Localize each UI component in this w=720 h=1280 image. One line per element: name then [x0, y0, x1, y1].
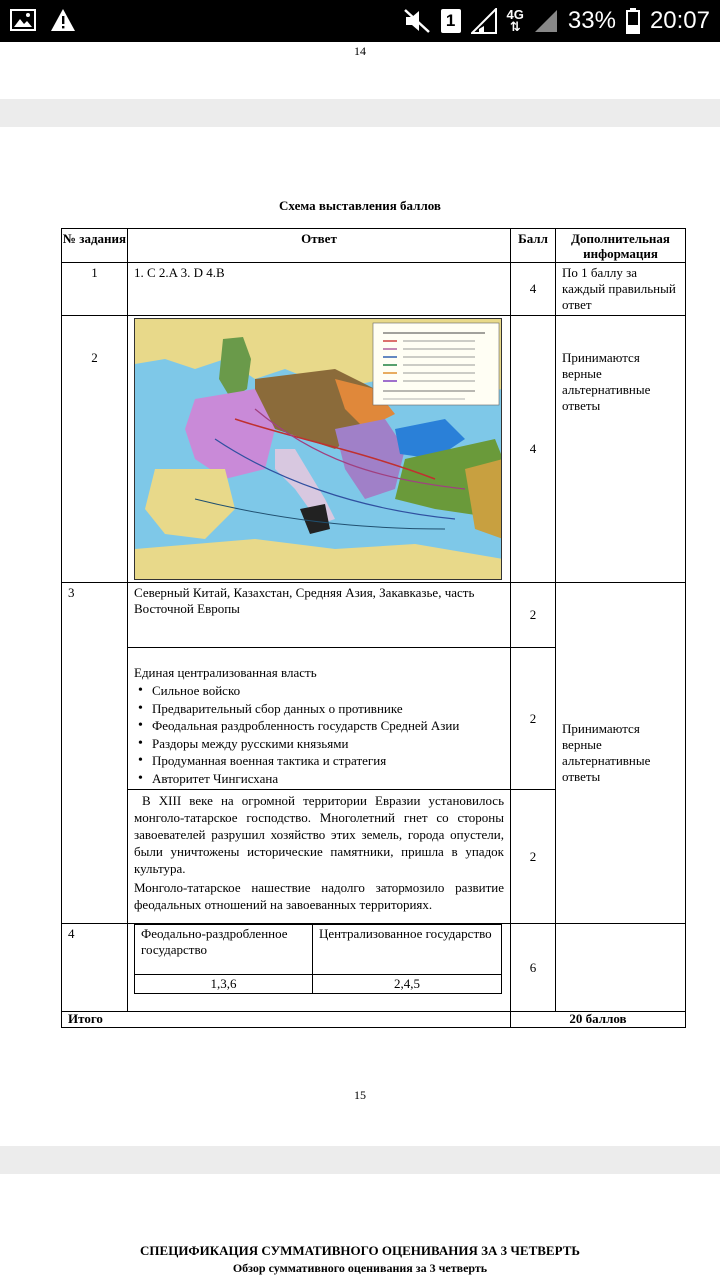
document-title: Схема выставления баллов	[279, 198, 441, 213]
answer-cell	[128, 648, 511, 790]
task-number: 1	[62, 263, 128, 316]
warning-icon	[50, 8, 76, 32]
answer-paragraph: В XIII веке на огромной территории Евразии установилось монголо-татарское господство. Многолетний гнет со стороны завоевателей разрушил хозяйство этих земель, города опустели, были уничтожены исторические памятники, пришла в упадок культура.	[134, 793, 504, 876]
table-row	[62, 924, 686, 1012]
total-value: 20 баллов	[511, 1012, 686, 1028]
page-separator	[0, 99, 720, 127]
column-heading: Централизованное государство	[313, 925, 502, 975]
network-label: 4G	[506, 7, 524, 22]
info-cell: Принимаются верные альтернативные ответы	[556, 316, 686, 583]
total-label: Итого	[62, 1012, 511, 1028]
column-heading: Феодально-раздробленное государство	[135, 925, 313, 975]
list-item: • Сильное войско	[136, 682, 504, 700]
header-answer: Ответ	[128, 229, 511, 263]
sim-badge: 1	[441, 9, 461, 33]
table-header	[62, 229, 686, 263]
info-cell: Принимаются верные альтернативные ответы	[556, 583, 686, 924]
clock: 20:07	[649, 7, 710, 34]
table-row	[62, 263, 686, 316]
reasons-list	[134, 682, 504, 787]
next-page-title: СПЕЦИФИКАЦИЯ СУММАТИВНОГО ОЦЕНИВАНИЯ ЗА 3 ЧЕТВЕРТЬ	[140, 1243, 580, 1258]
score-cell: 4	[511, 316, 556, 583]
score-cell: 2	[511, 790, 556, 924]
data-arrows-icon: ⇅	[509, 19, 521, 34]
status-bar	[0, 0, 720, 42]
score-cell: 2	[511, 583, 556, 648]
task-number: 2	[62, 316, 128, 583]
header-score: Балл	[511, 229, 556, 263]
answer-cell	[128, 316, 511, 583]
answer-heading: Единая централизованная власть	[134, 665, 317, 680]
task-number: 4	[62, 924, 128, 1012]
mute-icon	[403, 8, 431, 34]
gallery-icon	[10, 9, 36, 31]
signal-icon-2	[534, 9, 558, 33]
list-item: • Раздоры между русскими князьями	[136, 735, 504, 753]
page-separator	[0, 1146, 720, 1174]
score-cell: 6	[511, 924, 556, 1012]
info-cell: По 1 баллу за каждый правильный ответ	[556, 263, 686, 316]
battery-level: 33%	[567, 7, 616, 34]
column-value: 1,3,6	[135, 975, 313, 994]
answer-cell: Северный Китай, Казахстан, Средняя Азия, Закавказье, часть Восточной Европы	[128, 583, 511, 648]
answer-cell	[128, 790, 511, 924]
total-row	[62, 1012, 686, 1028]
table-row	[62, 583, 686, 648]
classification-table	[134, 924, 502, 994]
map-image	[135, 319, 502, 580]
task-number-empty	[62, 790, 128, 924]
answer-cell: 1. C 2.A 3. D 4.B	[128, 263, 511, 316]
header-info: Дополнительная информация	[556, 229, 686, 263]
list-item: • Предварительный сбор данных о противнике	[136, 700, 504, 718]
list-item: • Феодальная раздробленность государств Средней Азии	[136, 717, 504, 735]
scoring-table	[61, 228, 686, 1028]
list-item: • Авторитет Чингисхана	[136, 770, 504, 788]
signal-icon	[471, 8, 497, 34]
page-number-bottom: 15	[354, 1088, 366, 1102]
next-page-subtitle: Обзор суммативного оценивания за 3 четверть	[232, 1261, 488, 1275]
page-number-top: 14	[354, 44, 366, 58]
table-row	[62, 316, 686, 583]
answer-cell	[128, 924, 511, 1012]
network-indicator	[507, 9, 524, 33]
score-cell: 2	[511, 648, 556, 790]
answer-paragraph: Монголо-татарское нашествие надолго затормозило развитие феодальных отношений на завоеванных территориях.	[134, 880, 504, 912]
crusades-map	[134, 318, 502, 580]
list-item: • Продуманная военная тактика и стратегия	[136, 752, 504, 770]
info-cell	[556, 924, 686, 1012]
column-value: 2,4,5	[313, 975, 502, 994]
task-number: 3	[62, 583, 128, 790]
score-cell: 4	[511, 263, 556, 316]
battery-icon	[626, 8, 640, 34]
header-num: № задания	[62, 229, 128, 263]
